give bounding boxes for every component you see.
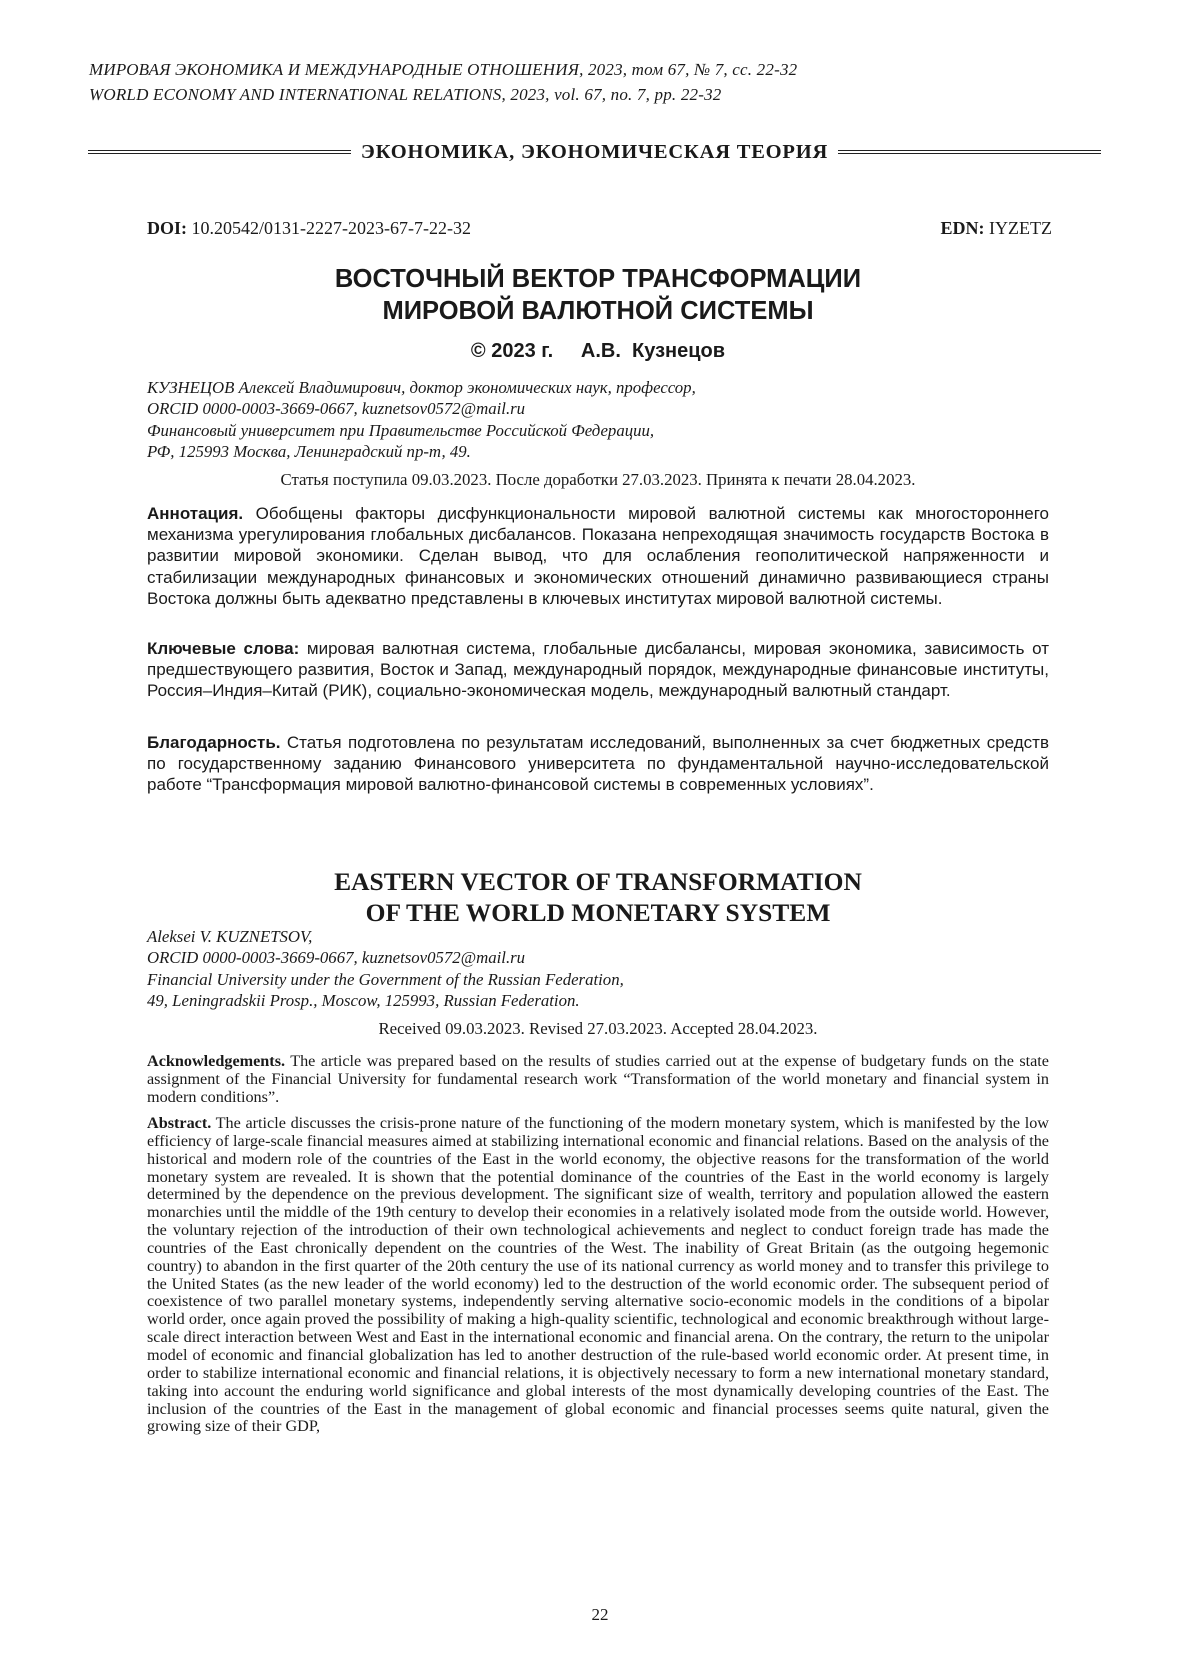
edn-value: IYZETZ: [984, 218, 1052, 238]
dates-ru: Статья поступила 09.03.2023. После доработки 27.03.2023. Принята к печати 28.04.2023.: [280, 470, 916, 489]
thanks-label: Благодарность.: [147, 733, 281, 752]
acknowledgement-ru: [147, 732, 1049, 796]
author-affiliation-en: [147, 926, 1049, 1011]
rubric-title: ЭКОНОМИКА, ЭКОНОМИЧЕСКАЯ ТЕОРИЯ: [360, 140, 829, 163]
page-number: 22: [591, 1605, 609, 1624]
author-line: 49, Leningradskii Prosp., Moscow, 125993, Russian Federation.: [147, 990, 580, 1010]
author-line: ORCID 0000-0003-3669-0667, kuznetsov0572@mail.ru: [147, 399, 526, 419]
author-line: Aleksei V. KUZNETSOV,: [147, 927, 313, 946]
title-en-line-1: EASTERN VECTOR OF TRANSFORMATION: [334, 867, 862, 896]
abstract-en: [147, 1115, 1049, 1436]
author-line: РФ, 125993 Москва, Ленинградский пр-т, 49.: [147, 441, 471, 461]
keywords-text: мировая валютная система, глобальные дисбалансы, мировая экономика, зависимость от предшествующего развития, Восток и Запад, международный порядок, международные финансовые институты, Россия–Индия–Китай (РИК), социально-экономическая модель, международный валютный стандарт.: [147, 639, 1049, 701]
title-en-line-2: OF THE WORLD MONETARY SYSTEM: [365, 898, 831, 927]
ack-text: The article was prepared based on the results of studies carried out at the expense of budgetary funds on the state assignment of the Financial University for fundamental research work “Transformation of the world monetary and financial system in modern conditions”.: [147, 1052, 1049, 1106]
title-ru-line-2: МИРОВОЙ ВАЛЮТНОЙ СИСТЕМЫ: [382, 297, 814, 325]
annotation-label: Аннотация.: [147, 504, 244, 523]
byline: © 2023 г. А.В. Кузнецов: [470, 340, 726, 362]
doi-label: DOI:: [147, 218, 187, 238]
author-line: КУЗНЕЦОВ Алексей Владимирович, доктор экономических наук, профессор,: [147, 378, 696, 397]
thanks-text: Статья подготовлена по результатам исследований, выполненных за счет бюджетных средств по государственному заданию Финансового университета по фундаментальной научно-исследовательской работе “Трансформация мировой валютно-финансовой системы в современных условиях”.: [147, 733, 1049, 795]
rubric-rule-right: [838, 150, 1101, 154]
ack-label: Acknowledgements.: [147, 1052, 286, 1070]
article-title-en: [147, 866, 1049, 928]
author-line: Financial University under the Government of the Russian Federation,: [147, 969, 624, 989]
doi-value: 10.20542/0131-2227-2023-67-7-22-32: [187, 218, 471, 238]
keywords-label: Ключевые слова:: [147, 639, 300, 658]
keywords-ru: [147, 638, 1049, 702]
journal-citation-ru: МИРОВАЯ ЭКОНОМИКА И МЕЖДУНАРОДНЫЕ ОТНОШЕНИЯ, 2023, том 67, № 7, сс. 22-32: [89, 60, 798, 79]
rubric-rule-left: [88, 150, 351, 154]
edn-label: EDN:: [940, 218, 985, 238]
edn: [941, 218, 1052, 239]
section-rubric: [88, 140, 1101, 164]
author-line: Финансовый университет при Правительстве Российской Федерации,: [147, 420, 655, 440]
annotation-ru: [147, 503, 1049, 609]
annotation-text: Обобщены факторы дисфункциональности мировой валютной системы как многостороннего механизма урегулирования глобальных дисбалансов. Показана непреходящая значимость государств Востока в развитии мировой экономики. Сделан вывод, что для ослабления геополитической напряженности и стабилизации международных финансовых и экономических отношений динамично развивающиеся страны Востока должны быть адекватно представлены в ключевых институтах мировой валютной системы.: [147, 504, 1049, 608]
doi: [147, 218, 471, 239]
author-line: ORCID 0000-0003-3669-0667, kuznetsov0572@mail.ru: [147, 948, 526, 968]
author-affiliation-ru: [147, 377, 1049, 462]
acknowledgements-en: [147, 1053, 1049, 1107]
dates-en: Received 09.03.2023. Revised 27.03.2023. Accepted 28.04.2023.: [378, 1019, 818, 1038]
title-ru-line-1: ВОСТОЧНЫЙ ВЕКТОР ТРАНСФОРМАЦИИ: [334, 265, 862, 293]
abstract-label: Abstract.: [147, 1114, 212, 1132]
journal-citation-en: WORLD ECONOMY AND INTERNATIONAL RELATIONS, 2023, vol. 67, no. 7, pp. 22-32: [89, 85, 722, 104]
article-title-ru: [147, 263, 1049, 327]
abstract-text: The article discusses the crisis-prone nature of the functioning of the modern monetary system, which is manifested by the low efficiency of large-scale financial measures aimed at stabilizing international economic and financial relations. Based on the analysis of the historical and modern role of the countries of the East in the world economy, the objective reasons for the transformation of the world monetary system are revealed. It is shown that the potential dominance of the countries of the East in the world economy is largely determined by the dependence on the previous development. The significant size of wealth, territory and population allowed the eastern monarchies until the middle of the 19th century to develop their economies in a relatively isolated mode from the outside world. However, the voluntary rejection of the introduction of their own technological achievements and neglect to conduct foreign trade has made the countries of the East chronically dependent on the countries of the West. The inability of Great Britain (as the outgoing hegemonic country) to abandon in the first quarter of the 20th century the use of its national currency as world money and to transfer this privilege to the United States (as the new leader of the world economy) led to the destruction of the world economic order. The subsequent period of coexistence of two parallel monetary systems, independently serving alternative socio-economic models in the conditions of a bipolar world order, once again proved the possibility of making a high-quality scientific, technological and economic breakthrough without large-scale direct interaction between West and East in the international economic and financial arena. On the contrary, the return to the unipolar model of economic and financial globalization has led to another destruction of the rule-based world economic order. At present time, in order to stabilize international economic and financial relations, it is objectively necessary to form a new international monetary standard, taking into account the enduring world significance and global interests of the most dynamically developing countries of the East. The inclusion of the countries of the East in the management of global economic and financial processes seems quite natural, given the growing size of their GDP,: [147, 1114, 1049, 1436]
